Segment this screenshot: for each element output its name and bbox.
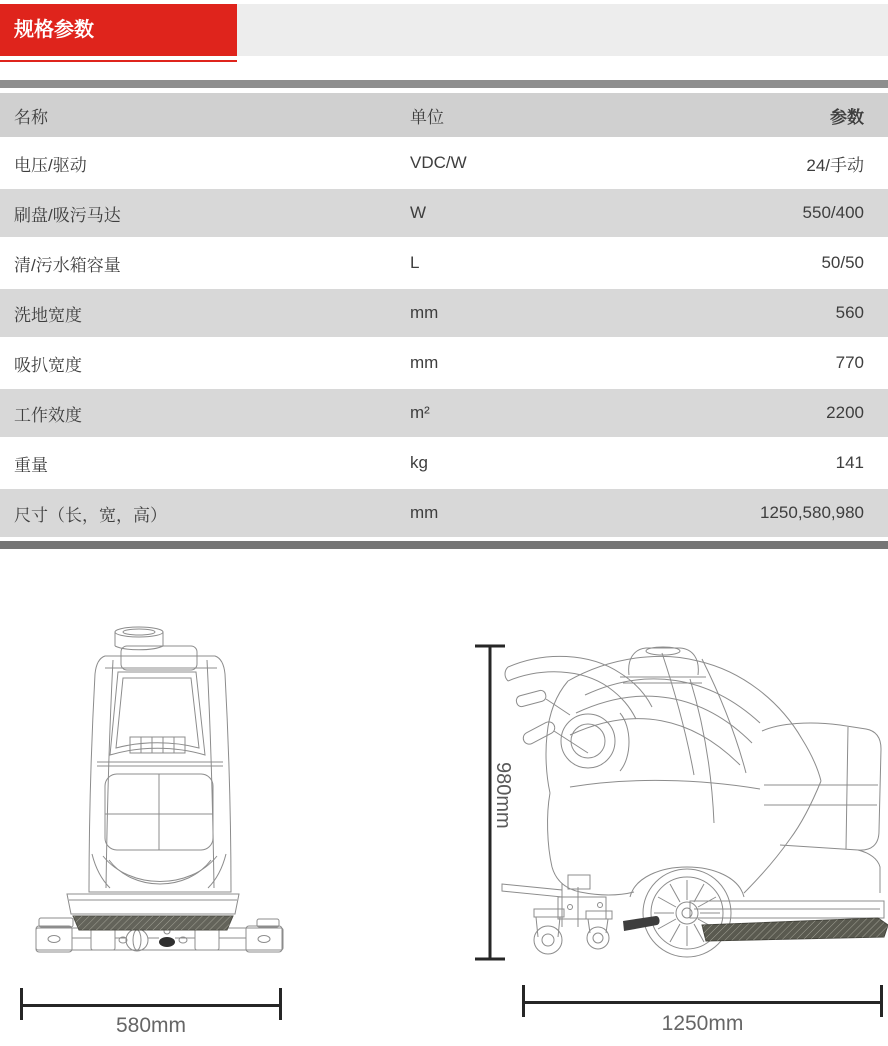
spec-unit: L xyxy=(410,253,420,272)
spec-unit: m² xyxy=(410,403,430,422)
spec-value: 550/400 xyxy=(802,203,864,222)
spec-unit: mm xyxy=(410,353,439,372)
table-header-row xyxy=(0,93,888,137)
spec-value: 24/手动 xyxy=(806,155,864,175)
table-row xyxy=(0,139,888,187)
section-title-box xyxy=(0,4,237,56)
spec-name: 重量 xyxy=(14,455,48,475)
spec-name: 尺寸（长，宽，高） xyxy=(14,505,167,525)
column-header-unit: 单位 xyxy=(410,107,444,127)
spec-value: 141 xyxy=(835,453,864,472)
title-underline xyxy=(0,60,237,62)
spec-value: 560 xyxy=(835,303,864,322)
spec-unit: mm xyxy=(410,303,439,322)
width-dimension-label: 580mm xyxy=(115,1014,187,1037)
table-row xyxy=(0,339,888,387)
spec-value: 770 xyxy=(835,353,864,372)
length-dimension-line xyxy=(522,1001,883,1004)
divider-bar-top xyxy=(0,80,888,88)
section-title: 规格参数 xyxy=(14,19,94,41)
spec-table xyxy=(0,93,888,539)
divider-bar-bottom xyxy=(0,541,888,549)
table-row xyxy=(0,389,888,437)
length-dimension-label: 1250mm xyxy=(661,1012,744,1035)
spec-name: 洗地宽度 xyxy=(14,305,82,325)
spec-unit: W xyxy=(410,203,427,222)
column-header-value: 参数 xyxy=(830,107,864,127)
table-row xyxy=(0,439,888,487)
spec-value: 2200 xyxy=(826,403,864,422)
spec-name: 工作效度 xyxy=(14,405,82,425)
width-dimension-line xyxy=(20,1004,282,1007)
spec-value: 50/50 xyxy=(821,253,864,272)
spec-name: 电压/驱动 xyxy=(14,155,87,175)
spec-unit: kg xyxy=(410,453,428,472)
table-row xyxy=(0,289,888,337)
table-row xyxy=(0,489,888,537)
spec-name: 清/污水箱容量 xyxy=(14,255,121,275)
spec-name: 吸扒宽度 xyxy=(14,355,82,375)
header-strip xyxy=(0,4,888,56)
side-view-drawing xyxy=(450,635,888,980)
table-row xyxy=(0,189,888,237)
height-dimension-label: 980mm xyxy=(492,762,514,829)
spec-unit: VDC/W xyxy=(410,153,467,172)
table-row xyxy=(0,239,888,287)
column-header-name: 名称 xyxy=(14,107,48,127)
spec-value: 1250,580,980 xyxy=(760,503,864,522)
spec-name: 刷盘/吸污马达 xyxy=(14,205,121,225)
front-view-drawing xyxy=(5,618,295,983)
spec-unit: mm xyxy=(410,503,439,522)
